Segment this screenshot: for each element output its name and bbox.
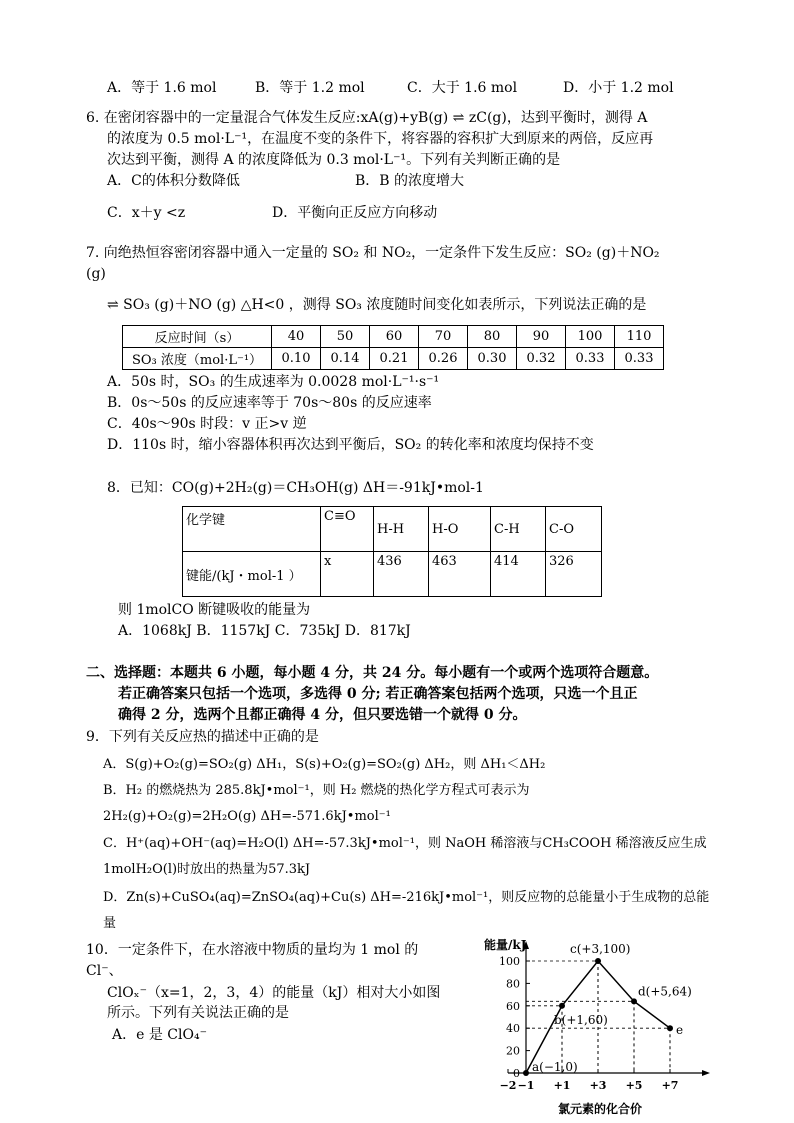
table-row — [123, 348, 664, 370]
y-tick-label: 100 — [499, 955, 520, 968]
y-tick-label: 20 — [506, 1044, 520, 1058]
q6-line2: 的浓度为 0.5 mol·L⁻¹，在温度不变的条件下，将容器的容积扩大到原来的两倍，反应再 — [107, 131, 654, 147]
table-cell: C≡O — [321, 507, 374, 552]
q9-option-c-line2: 1molH₂O(l)时放出的热量为57.3kJ — [103, 862, 311, 877]
table-cell: 40 — [272, 326, 321, 348]
q6-option-c: C．x＋y <z — [107, 205, 186, 221]
q10-line4: 所示。下列有关说法正确的是 — [107, 1005, 289, 1021]
table-cell: 110 — [615, 326, 664, 348]
q9-option-d-line2: 量 — [103, 916, 117, 931]
q10-line1: 10．一定条件下，在水溶液中物质的量均为 1 mol 的 — [86, 942, 419, 958]
energy-chart — [470, 935, 720, 1120]
data-point — [595, 958, 601, 964]
q7-line3: ⇌ SO₃ (g)＋NO (g) △H<0 ，测得 SO₃ 浓度随时间变化如表所示，下列说法正确的是 — [107, 297, 647, 313]
y-tick-label: 80 — [506, 977, 520, 991]
table-cell: 0.14 — [321, 348, 370, 370]
q6-line1: 6. 在密闭容器中的一定量混合气体发生反应:xA(g)+yB(g) ⇌ zC(g)，达到平衡时，测得 A — [86, 110, 648, 126]
table-cell: 80 — [468, 326, 517, 348]
y-axis-label: 能量/kJ — [484, 938, 527, 952]
q7-line1: 7. 向绝热恒容密闭容器中通入一定量的 SO₂ 和 NO₂，一定条件下发生反应：SO₂ (g)＋NO₂ — [86, 245, 660, 261]
x-axis-label: 氯元素的化合价 — [558, 1102, 643, 1116]
q6-option-b: B．B 的浓度增大 — [355, 173, 465, 189]
q7-option-c: C．40s～90s 时段：v 正>v 逆 — [107, 416, 307, 432]
q8-line1: 8．已知：CO(g)+2H₂(g)＝CH₃OH(g) ΔH＝-91kJ•mol-1 — [107, 480, 484, 496]
q10-option-a: A．e 是 ClO₄⁻ — [112, 1027, 207, 1043]
data-point — [523, 1070, 529, 1076]
q5-option-a: A．等于 1.6 mol — [107, 80, 217, 96]
x-tick-label: +3 — [589, 1079, 607, 1092]
table-row — [183, 507, 602, 552]
table-cell: 60 — [370, 326, 419, 348]
point-label: a(−1,0) — [532, 1060, 578, 1074]
data-point — [559, 1003, 565, 1009]
q9-stem: 9．下列有关反应热的描述中正确的是 — [86, 729, 319, 745]
table-row — [123, 326, 664, 348]
q6-line3: 次达到平衡，测得 A 的浓度降低为 0.3 mol·L⁻¹。下列有关判断正确的是 — [107, 152, 561, 168]
table-cell: 0.32 — [517, 348, 566, 370]
table-cell: 436 — [374, 552, 429, 597]
table-cell: 0.33 — [566, 348, 615, 370]
q7-so3-table — [122, 325, 664, 370]
x-tick-label: +7 — [661, 1079, 679, 1092]
table-cell: 0.30 — [468, 348, 517, 370]
q9-option-b-line2: 2H₂(g)+O₂(g)=2H₂O(g) ΔH=-571.6kJ•mol⁻¹ — [103, 809, 391, 824]
q9-option-c-line1: C．H⁺(aq)+OH⁻(aq)=H₂O(l) ΔH=-57.3kJ•mol⁻¹，则 NaOH 稀溶液与CH₃COOH 稀溶液反应生成 — [103, 836, 707, 851]
q8-ask: 则 1molCO 断键吸收的能量为 — [118, 602, 311, 618]
q7-option-a: A．50s 时，SO₃ 的生成速率为 0.0028 mol·L⁻¹·s⁻¹ — [107, 374, 440, 390]
q7-option-d: D．110s 时，缩小容器体积再次达到平衡后，SO₂ 的转化率和浓度均保持不变 — [107, 437, 594, 453]
q8-options: A．1068kJ B．1157kJ C．735kJ D．817kJ — [118, 623, 411, 639]
table-cell: 463 — [429, 552, 491, 597]
data-point — [631, 998, 637, 1004]
x-axis-arrow-icon — [702, 1070, 710, 1076]
table-row — [183, 552, 602, 597]
table-cell: C-H — [491, 507, 546, 552]
q8-bond-energy-table — [182, 506, 602, 597]
x-tick-label: −2 — [499, 1079, 517, 1092]
q6-option-a: A．C的体积分数降低 — [107, 173, 240, 189]
table-cell: 70 — [419, 326, 468, 348]
x-tick-label: +5 — [625, 1079, 643, 1092]
y-tick-label: 0 — [513, 1067, 520, 1080]
q7-line2: (g) — [86, 266, 106, 282]
table-cell: 50 — [321, 326, 370, 348]
x-tick-label: +1 — [553, 1079, 571, 1092]
table-cell: 0.21 — [370, 348, 419, 370]
table-cell: 化学键 — [183, 507, 321, 552]
table-cell: C-O — [546, 507, 602, 552]
q9-option-b-line1: B．H₂ 的燃烧热为 285.8kJ•mol⁻¹，则 H₂ 燃烧的热化学方程式可表示为 — [103, 783, 530, 798]
y-tick-label: 60 — [506, 999, 520, 1013]
q9-option-d-line1: D．Zn(s)+CuSO₄(aq)=ZnSO₄(aq)+Cu(s) ΔH=-216kJ•mol⁻¹，则反应物的总能量小于生成物的总能 — [103, 890, 710, 905]
q10-line2: Cl⁻、 — [86, 963, 123, 979]
q10-line3: ClOₓ⁻（x=1，2，3，4）的能量（kJ）相对大小如图 — [107, 985, 441, 1001]
q5-option-c: C．大于 1.6 mol — [407, 80, 518, 96]
data-point — [667, 1025, 673, 1031]
table-cell: 0.10 — [272, 348, 321, 370]
x-tick-label: −1 — [517, 1079, 535, 1092]
table-cell: 414 — [491, 552, 546, 597]
table-cell: 326 — [546, 552, 602, 597]
table-cell: 反应时间（s） — [123, 326, 272, 348]
point-label: e — [676, 1023, 684, 1038]
section2-line1: 二、选择题：本题共 6 小题，每小题 4 分，共 24 分。每小题有一个或两个选项符合题意。 — [86, 665, 659, 681]
table-cell: 0.26 — [419, 348, 468, 370]
table-cell: x — [321, 552, 374, 597]
point-label: c(+3,100) — [570, 942, 631, 956]
point-label: d(+5,64) — [638, 984, 692, 999]
q5-option-d: D．小于 1.2 mol — [563, 80, 674, 96]
q9-option-a: A．S(g)+O₂(g)=SO₂(g) ΔH₁，S(s)+O₂(g)=SO₂(g) ΔH₂，则 ΔH₁＜ΔH₂ — [103, 757, 546, 772]
table-cell: SO₃ 浓度（mol·L⁻¹） — [123, 348, 272, 370]
section2-line3: 确得 2 分，选两个且都正确得 4 分，但只要选错一个就得 0 分。 — [118, 707, 527, 723]
y-tick-label: 40 — [506, 1022, 520, 1036]
table-cell: H-O — [429, 507, 491, 552]
table-cell: 0.33 — [615, 348, 664, 370]
table-cell: 90 — [517, 326, 566, 348]
point-label: b(+1,60) — [554, 1012, 608, 1027]
table-cell: 键能/(kJ・mol-1 ） — [183, 552, 321, 597]
q6-option-d: D．平衡向正反应方向移动 — [272, 205, 438, 221]
table-cell: 100 — [566, 326, 615, 348]
q7-option-b: B．0s～50s 的反应速率等于 70s～80s 的反应速率 — [107, 395, 432, 411]
section2-line2: 若正确答案只包括一个选项，多选得 0 分; 若正确答案包括两个选项，只选一个且正 — [118, 686, 638, 702]
table-cell: H-H — [374, 507, 429, 552]
q5-option-b: B．等于 1.2 mol — [255, 80, 365, 96]
